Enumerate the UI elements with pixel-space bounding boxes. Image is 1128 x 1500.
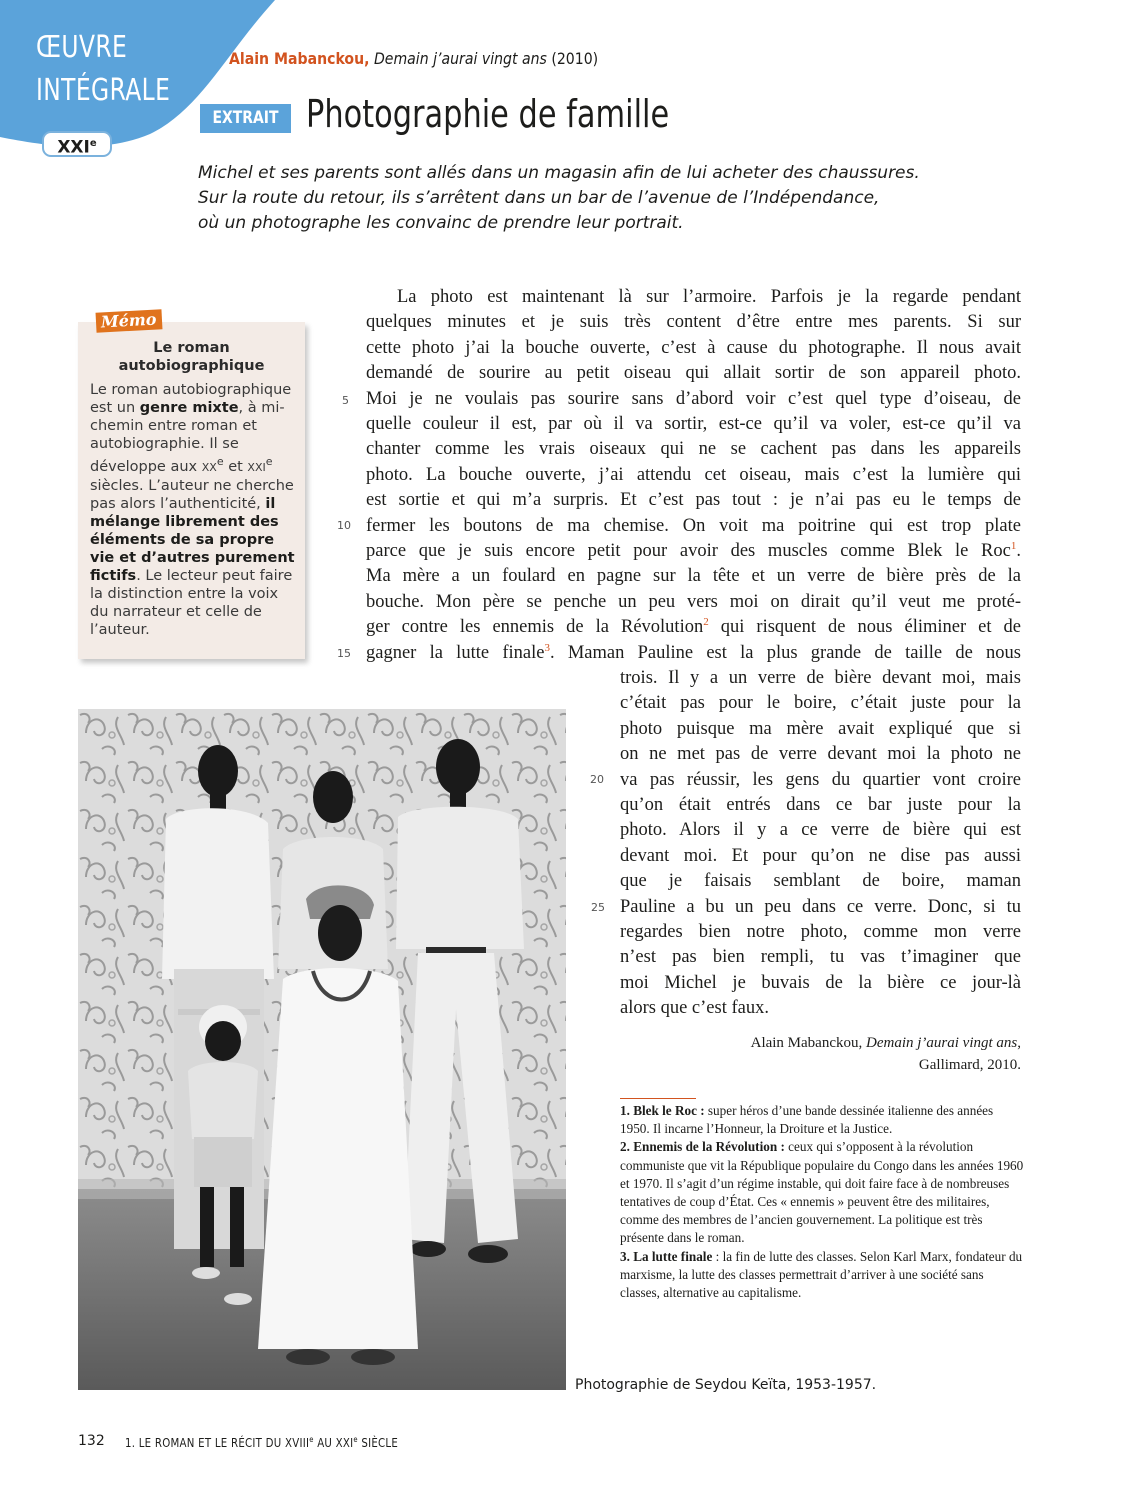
main-text-full bbox=[366, 285, 1021, 666]
line-number: 15 bbox=[337, 647, 351, 660]
memo-text: Le roman autobiographique est un bbox=[90, 382, 292, 416]
text-line: Pauline a bu un peu dans ce verre. Donc, si tu bbox=[620, 896, 1021, 917]
century-sup: e bbox=[89, 138, 97, 149]
text-line: regardes bien notre photo, comme mon verre bbox=[620, 922, 1021, 943]
text-line: qu’on était entrés dans ce bar juste pour la bbox=[620, 795, 1021, 816]
text-line: photo puisque ma mère avait expliqué que si bbox=[620, 718, 1021, 739]
text-line: c’était pas pour le boire, c’était juste pour la bbox=[620, 693, 1021, 714]
text-line: photo. Alors il y a ce verre de bière qui est bbox=[620, 820, 1021, 841]
memo-century: XX bbox=[201, 460, 217, 474]
memo-text: , à mi-chemin entre roman et autobiographie. Il se développe aux bbox=[90, 400, 285, 475]
text-fragment: parce que je suis encore petit pour avoir des muscles comme Blek le Roc bbox=[366, 541, 1011, 562]
page-title: Photographie de famille bbox=[306, 92, 670, 136]
category-label-integrale: INTÉGRALE bbox=[36, 73, 171, 108]
footnote-term: 2. Ennemis de la Révolution : bbox=[620, 1139, 785, 1155]
text-line: est sortie et qui m’a surpris. Et c’est pas tout : je n’ai pas eu le temps de bbox=[366, 490, 1021, 511]
footnote bbox=[620, 1102, 1025, 1138]
memo-tag: Mémo bbox=[96, 309, 162, 332]
chapter-text: AU XXI bbox=[313, 1436, 354, 1450]
text-fragment: qui risquent de nous éliminer et de bbox=[708, 617, 1021, 638]
memo-bold: genre mixte bbox=[139, 400, 239, 416]
intro-line: où un photographe les convainc de prendre leur portrait. bbox=[198, 213, 684, 233]
source-citation bbox=[600, 1032, 1021, 1076]
author-name: Alain Mabanckou, bbox=[229, 49, 370, 68]
text-line: chanter comme les vrais oiseaux qui ne se cachent pas dans les appareils bbox=[366, 439, 1021, 460]
book-year: (2010) bbox=[551, 49, 599, 68]
extract-badge-label: EXTRAIT 2 bbox=[212, 108, 279, 157]
line-number: 10 bbox=[337, 519, 351, 532]
memo-sup: e bbox=[265, 455, 273, 468]
text-fragment: ger contre les ennemis de la Révolution bbox=[366, 617, 704, 638]
footnote bbox=[620, 1138, 1025, 1247]
text-line: quelques minutes et je suis très content d’être entre mes parents. Si sur bbox=[366, 312, 1021, 333]
chapter-text: SIÈCLE bbox=[357, 1436, 399, 1450]
text-line: Moi je ne voulais pas sourire sans d’abord voir c’est quel type d’oiseau, de bbox=[366, 388, 1021, 409]
author-line bbox=[229, 49, 598, 68]
text-line: va pas réussir, les gens du quartier vont croire bbox=[620, 769, 1021, 790]
text-line bbox=[366, 641, 1021, 666]
memo-title-line: autobiographique bbox=[118, 358, 265, 374]
memo-title-line: Le roman bbox=[153, 340, 230, 356]
text-line bbox=[366, 539, 1021, 564]
source-author: Alain Mabanckou, bbox=[750, 1035, 866, 1051]
photo-caption: Photographie de Seydou Keïta, 1953-1957. bbox=[575, 1377, 877, 1393]
text-line: La photo est maintenant là sur l’armoire. Parfois je la regarde pendant bbox=[397, 287, 1021, 307]
line-number: 5 bbox=[342, 394, 349, 407]
chapter-text: 1. LE ROMAN ET LE RÉCIT DU XVIII bbox=[125, 1436, 310, 1450]
chapter-title bbox=[125, 1435, 398, 1450]
text-fragment: . Maman Pauline est la plus grande de taille de nous bbox=[549, 642, 1021, 663]
line-number: 25 bbox=[591, 901, 605, 914]
footnote-text: : la fin de lutte des classes. Selon Karl Marx, fondateur du marxisme, la lutte des classes permettrait d’arriver à une société sans classes, alternative au capitalisme. bbox=[620, 1248, 1023, 1301]
page-number: 132 bbox=[78, 1433, 105, 1449]
memo-text: . Le lecteur peut faire la distinction entre la voix du narrateur et celle de l’auteur. bbox=[90, 567, 293, 638]
source-line bbox=[600, 1032, 1021, 1054]
text-line: devant moi. Et pour qu’on ne dise pas aussi bbox=[620, 845, 1021, 866]
memo-sup: e bbox=[216, 455, 224, 468]
footnote-ref-1: 1 bbox=[1010, 539, 1017, 552]
memo-title bbox=[78, 339, 305, 375]
footnotes bbox=[620, 1102, 1025, 1302]
footnote-ref-2: 2 bbox=[703, 616, 709, 629]
footnote-text: ceux qui s’opposent à la révolution communiste que vit la République populaire du Congo dans les années 1960 et 1970. Il s’agit d’un régime instable, qui doit faire face à de nombreuses tentatives de coup d’État. Ces « ennemis » peuvent être des militaires, comme des membres de l’ancien gouvernement. La politique est très présente dans le roman. bbox=[620, 1139, 1024, 1246]
text-line bbox=[366, 615, 1021, 640]
book-title: Demain j’aurai vingt ans bbox=[373, 49, 547, 68]
text-line: photo. La bouche ouverte, j’ai attendu cet oiseau, mais c’est la lumière qui bbox=[366, 464, 1021, 485]
century-badge bbox=[42, 131, 112, 157]
line-number: 20 bbox=[590, 773, 604, 786]
footnote bbox=[620, 1248, 1025, 1303]
extract-badge bbox=[200, 104, 291, 157]
chapter-sup: e bbox=[353, 1435, 358, 1444]
memo-body bbox=[90, 381, 295, 639]
text-line: quelle couleur il est, par où il va sortir, est-ce qu’il va voler, est-ce qu’il va bbox=[366, 414, 1021, 435]
text-fragment: gagner la lutte finale bbox=[366, 642, 545, 663]
text-line: on ne met pas de verre devant moi la photo ne bbox=[620, 744, 1021, 765]
memo-text: et bbox=[223, 458, 248, 475]
memo-box bbox=[78, 322, 305, 659]
footnote-term: 3. La lutte finale bbox=[620, 1248, 713, 1264]
memo-bold: il mélange librement des éléments de sa propre vie et d’autres purement fictifs bbox=[90, 495, 295, 584]
footnote-rule bbox=[620, 1098, 696, 1099]
text-line: n’est pas bien rempli, tu vas t’imaginer que bbox=[620, 947, 1021, 968]
memo-text: siècles. L’auteur ne cherche pas alors l’authenticité, bbox=[90, 477, 294, 512]
text-line: Ma mère a un foulard en pagne sur la tête et un verre de bière près de la bbox=[366, 566, 1021, 587]
text-line: moi Michel je buvais de la bière ce jour-là bbox=[620, 972, 1021, 993]
text-line: cette photo j’ai la bouche ouverte, c’est à cause du photographe. Il nous avait bbox=[366, 337, 1021, 358]
source-book: Demain j’aurai vingt ans bbox=[866, 1035, 1018, 1051]
text-line: alors que c’est faux. bbox=[620, 998, 769, 1019]
intro-paragraph bbox=[198, 161, 918, 236]
text-line: demandé de sourire au petit oiseau qui allait sortir de son appareil photo. bbox=[366, 363, 1021, 384]
intro-line: Michel et ses parents sont allés dans un magasin afin de lui acheter des chaussures. bbox=[198, 163, 920, 183]
intro-line: Sur la route du retour, ils s’arrêtent dans un bar de l’avenue de l’Indépendance, bbox=[198, 188, 880, 208]
main-text-narrow bbox=[620, 666, 1021, 1022]
text-line: bouche. Mon père se penche un peu vers moi on dirait qu’il veut me proté- bbox=[366, 591, 1021, 612]
text-fragment: . bbox=[1016, 541, 1021, 562]
text-line: trois. Il y a un verre de bière devant moi, mais bbox=[620, 668, 1021, 688]
footnote-ref-3: 3 bbox=[544, 641, 550, 654]
text-line: que je faisais semblant de boire, maman bbox=[620, 871, 1021, 892]
category-label-oeuvre: ŒUVRE bbox=[36, 30, 128, 65]
source-punct: , bbox=[1017, 1035, 1021, 1051]
family-photograph bbox=[78, 709, 566, 1390]
source-publisher: Gallimard, 2010. bbox=[918, 1057, 1021, 1073]
chapter-sup: e bbox=[309, 1435, 314, 1444]
memo-century: XXI bbox=[247, 460, 266, 474]
text-line: fermer les boutons de ma chemise. On voit ma poitrine qui est trop plate bbox=[366, 515, 1021, 536]
century-label: XXI bbox=[57, 137, 90, 158]
footnote-term: 1. Blek le Roc : bbox=[620, 1103, 705, 1118]
footnote-text: super héros d’une bande dessinée italienne des années 1950. Il incarne l’Honneur, la Droiture et la Justice. bbox=[620, 1103, 994, 1137]
